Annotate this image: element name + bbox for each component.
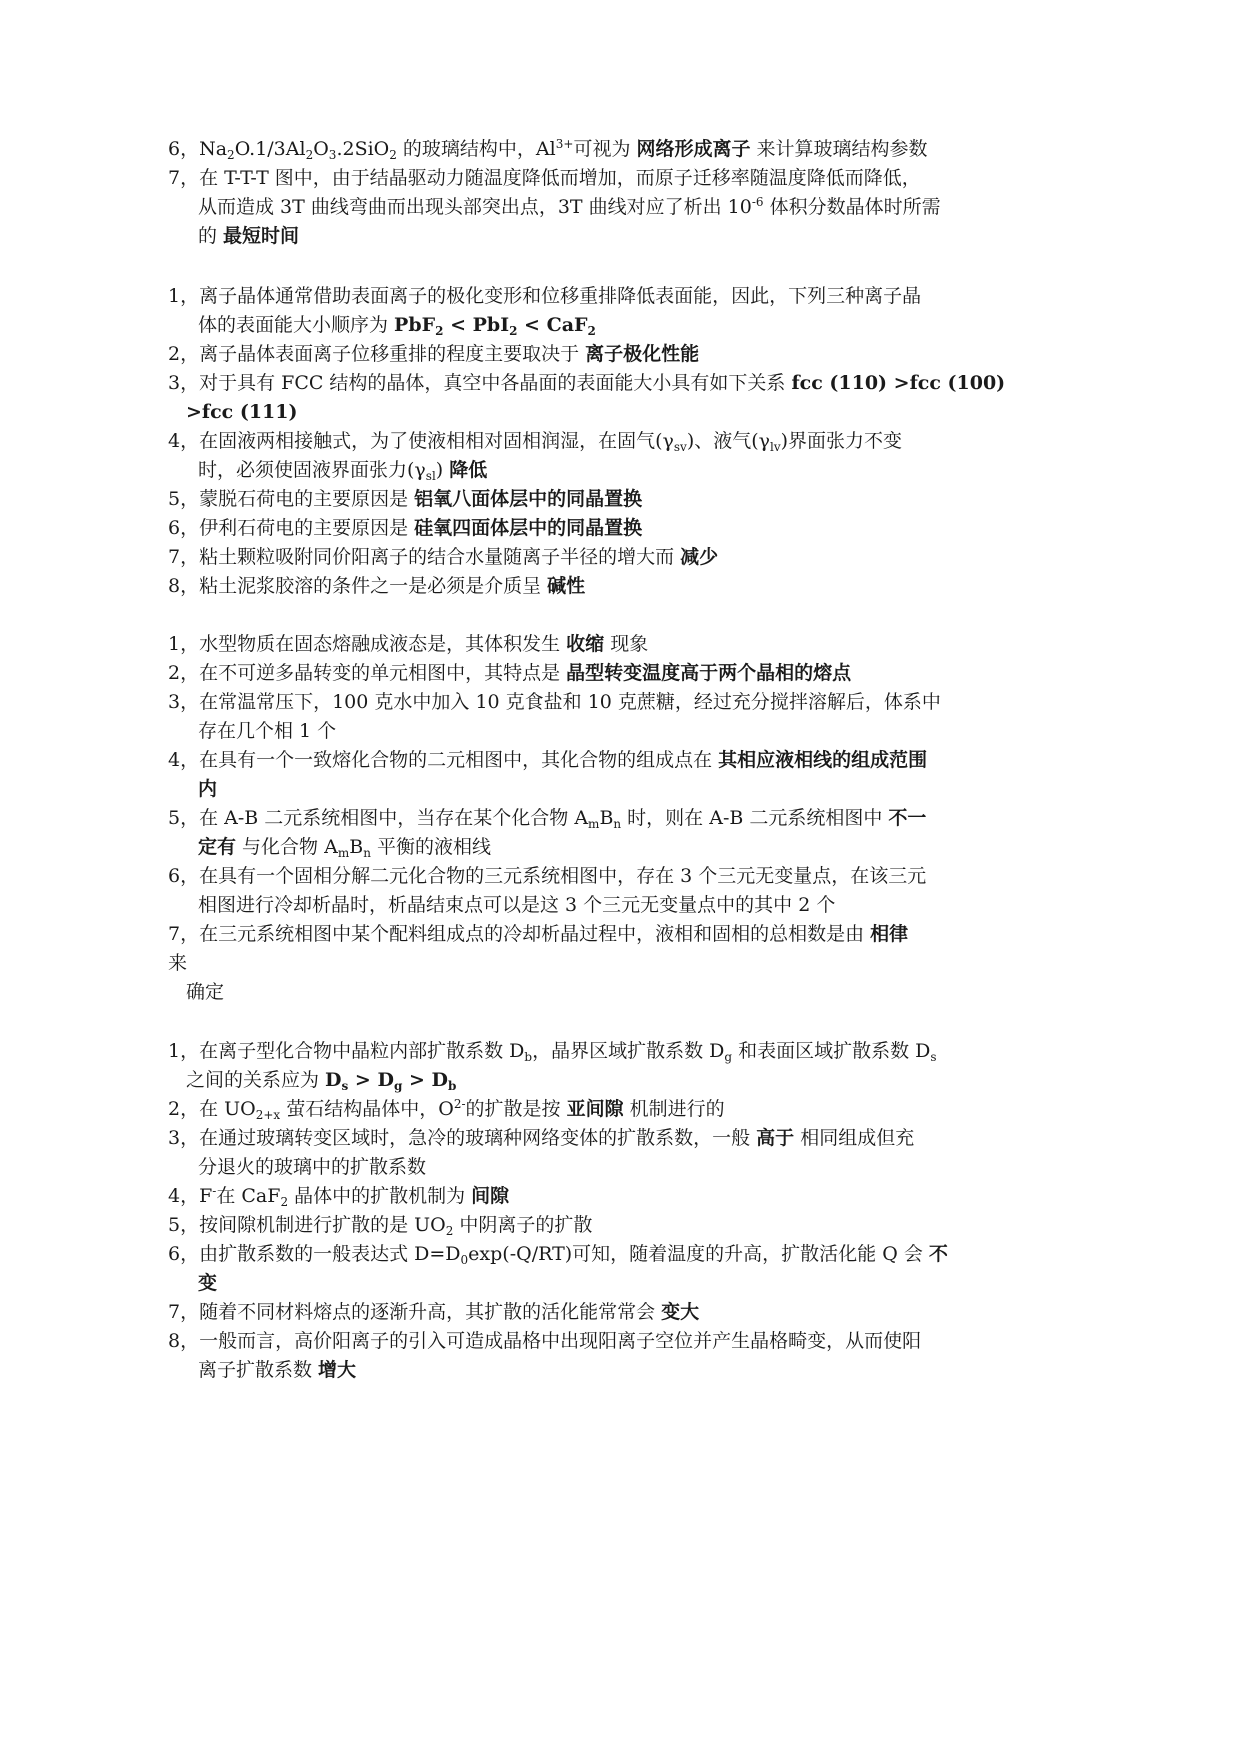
s4-q8-line1: 8，一般而言，高价阳离子的引入可造成晶格中出现阳离子空位并产生晶格畸变，从而使阳 xyxy=(168,1330,922,1352)
s3-q1-line: 1，水型物质在固态熔融成液态是，其体积发生 收缩 现象 xyxy=(168,633,649,655)
answer: 不 xyxy=(928,1243,948,1265)
answer: >fcc (111) xyxy=(186,401,298,423)
s4-q3-line1: 3，在通过玻璃转变区域时，急冷的玻璃种网络变体的扩散系数，一般 高于 相同组成但充 xyxy=(168,1127,915,1149)
answer: 网络形成离子 xyxy=(636,138,751,160)
s1-q7-line3: 的 最短时间 xyxy=(198,225,300,247)
answer: 减少 xyxy=(680,546,719,568)
question-number: 3， xyxy=(168,372,200,394)
s3-q6-line2: 相图进行冷却析晶时，析晶结束点可以是这 3 个三元无变量点中的其中 2 个 xyxy=(198,894,836,916)
question-number: 4， xyxy=(168,1185,200,1207)
answer: 变大 xyxy=(661,1301,700,1323)
s4-q6-line1: 6，由扩散系数的一般表达式 $D=D_0\exp(-Q/RT)$可知，随着温度的升高，扩散活化能 Q 会 不 xyxy=(168,1243,948,1267)
s2-q1-line1: 1，离子晶体通常借助表面离子的极化变形和位移重排降低表面能，因此，下列三种离子晶 xyxy=(168,285,922,307)
s3-q2-line: 2，在不可逆多晶转变的单元相图中，其特点是 晶型转变温度高于两个晶相的熔点 xyxy=(168,662,852,684)
s2-q3-line2 xyxy=(186,398,298,426)
question-number: 8， xyxy=(168,575,200,597)
question-number: 3， xyxy=(168,1127,200,1149)
answer: 增大 xyxy=(318,1359,357,1381)
s4-q2-line: 2，在 $UO_{2+x}$ 萤石结构晶体中，$O^{2-}$的扩散是按 亚间隙 机制进行的 xyxy=(168,1097,725,1122)
s3-q7-line1: 7，在三元系统相图中某个配料组成点的冷却析晶过程中，液相和固相的总相数是由 相律 xyxy=(168,923,909,945)
s2-q7-line: 7，粘土颗粒吸附同价阳离子的结合水量随离子半径的增大而 减少 xyxy=(168,546,719,568)
question-number: 8， xyxy=(168,1330,200,1352)
question-number: 6， xyxy=(168,1243,200,1265)
answer: 离子极化性能 xyxy=(585,343,700,365)
question-number: 2， xyxy=(168,343,200,365)
answer: 晶型转变温度高于两个晶相的熔点 xyxy=(566,662,852,684)
s3-q5-line1: 5，在 A-B 二元系统相图中，当存在某个化合物 $A_mB_n$ 时，则在 A-B 二元系统相图中 不一 xyxy=(168,807,927,831)
answer: 铝氧八面体层中的同晶置换 xyxy=(414,488,643,510)
s3-q3-line1: 3，在常温常压下，100 克水中加入 10 克食盐和 10 克蔗糖，经过充分搅拌溶解后，体系中 xyxy=(168,691,941,713)
answer: 亚间隙 xyxy=(566,1098,624,1120)
question-number: 1， xyxy=(168,633,200,655)
s3-q4-line1: 4，在具有一个一致熔化合物的二元相图中，其化合物的组成点在 其相应液相线的组成范围 xyxy=(168,749,928,771)
question-number: 5， xyxy=(168,1214,200,1236)
s1-q7-line1: 7，在 T-T-T 图中，由于结晶驱动力随温度降低而增加，而原子迁移率随温度降低而降低， xyxy=(168,167,921,189)
answer: 相律 xyxy=(870,923,909,945)
s4-q7-line: 7，随着不同材料熔点的逐渐升高，其扩散的活化能常常会 变大 xyxy=(168,1301,700,1323)
answer: 内 xyxy=(198,778,218,800)
s4-q3-line2: 分退火的玻璃中的扩散系数 xyxy=(198,1156,427,1178)
s2-q8-line: 8，粘土泥浆胶溶的条件之一是必须是介质呈 碱性 xyxy=(168,575,586,597)
answer: 硅氧四面体层中的同晶置换 xyxy=(414,517,643,539)
question-number: 1， xyxy=(168,285,200,307)
answer: PbF$_2$ < PbI$_2$ < CaF$_2$ xyxy=(394,314,596,338)
s4-q4-line: 4，F-在 CaF$_2$ 晶体中的扩散机制为 间隙 xyxy=(168,1184,510,1209)
s1-q7-line2: 从而造成 3T 曲线弯曲而出现头部突出点，3T 曲线对应了析出 $10^{-6}$ 体积分数晶体时所需 xyxy=(198,195,941,218)
s2-q3-line1: 3，对于具有 FCC 结构的晶体，真空中各晶面的表面能大小具有如下关系 fcc (110) >fcc (100) xyxy=(168,372,1006,394)
s4-q1-line1: 1，在离子型化合物中晶粒内部扩散系数 $D_b$，晶界区域扩散系数 $D_g$ 和表面区域扩散系数 $D_s$ xyxy=(168,1040,937,1064)
s2-q4-line2: 时，必须使固液界面张力$(\gamma_{sl})$ 降低 xyxy=(198,459,488,483)
s3-q4-line2 xyxy=(198,775,217,803)
question-number: 1， xyxy=(168,1040,200,1062)
answer: 其相应液相线的组成范围 xyxy=(718,749,928,771)
answer: 定有 xyxy=(198,836,237,858)
s3-q5-line2: 定有 与化合物 $A_mB_n$ 平衡的液相线 xyxy=(198,836,491,860)
answer: 碱性 xyxy=(547,575,586,597)
s4-q1-line2: 之间的关系应为 $D_s > D_g > D_b$ xyxy=(186,1069,457,1093)
s2-q4-line1: 4，在固液两相接触式，为了使液相相对固相润湿，在固气$(\gamma_{sv})$、液气$(\gamma_{lv})$界面张力不变 xyxy=(168,430,903,454)
s3-q7-line2: 来 xyxy=(168,952,188,974)
answer: 高于 xyxy=(756,1127,795,1149)
answer: fcc (110) >fcc (100) xyxy=(791,372,1006,394)
question-number: 6， xyxy=(168,865,200,887)
question-number: 5， xyxy=(168,807,200,829)
question-number: 3， xyxy=(168,691,200,713)
s2-q1-line2: 体的表面能大小顺序为 PbF$_2$ < PbI$_2$ < CaF$_2$ xyxy=(198,314,596,338)
answer: 降低 xyxy=(449,459,488,481)
s4-q6-line2 xyxy=(198,1269,217,1297)
question-number: 5， xyxy=(168,488,200,510)
answer: 变 xyxy=(198,1272,218,1294)
answer: 2 个 xyxy=(798,894,836,916)
s2-q5-line: 5，蒙脱石荷电的主要原因是 铝氧八面体层中的同晶置换 xyxy=(168,488,643,510)
question-number: 7， xyxy=(168,167,200,189)
s4-q8-line2: 离子扩散系数 增大 xyxy=(198,1359,357,1381)
s2-q2-line: 2，离子晶体表面离子位移重排的程度主要取决于 离子极化性能 xyxy=(168,343,700,365)
answer: 最短时间 xyxy=(223,225,300,247)
question-number: 7， xyxy=(168,546,200,568)
answer: $D_s > D_g > D_b$ xyxy=(325,1069,457,1093)
question-number: 2， xyxy=(168,662,200,684)
question-number: 6， xyxy=(168,517,200,539)
question-number: 7， xyxy=(168,1301,200,1323)
question-number: 2， xyxy=(168,1098,200,1120)
s1-q6-line: 6，$Na_2O.1/3Al_2O_3.2SiO_2$ 的玻璃结构中，$Al^{3+}$可视为 网络形成离子 来计算玻璃结构参数 xyxy=(168,137,928,162)
s3-q7-line3: 确定 xyxy=(186,981,225,1003)
answer: 1 个 xyxy=(299,720,337,742)
s3-q3-line2: 存在几个相 1 个 xyxy=(198,720,337,742)
answer: 收缩 xyxy=(566,633,605,655)
s4-q5-line: 5，按间隙机制进行扩散的是 $UO_2$ 中阴离子的扩散 xyxy=(168,1214,593,1238)
answer: 间隙 xyxy=(471,1185,510,1207)
question-number: 6， xyxy=(168,138,200,160)
s3-q6-line1: 6，在具有一个固相分解二元化合物的三元系统相图中，存在 3 个三元无变量点，在该三元 xyxy=(168,865,927,887)
question-number: 7， xyxy=(168,923,200,945)
answer: 不一 xyxy=(888,807,927,829)
question-number: 4， xyxy=(168,749,200,771)
s2-q6-line: 6，伊利石荷电的主要原因是 硅氧四面体层中的同晶置换 xyxy=(168,517,643,539)
question-number: 4， xyxy=(168,430,200,452)
